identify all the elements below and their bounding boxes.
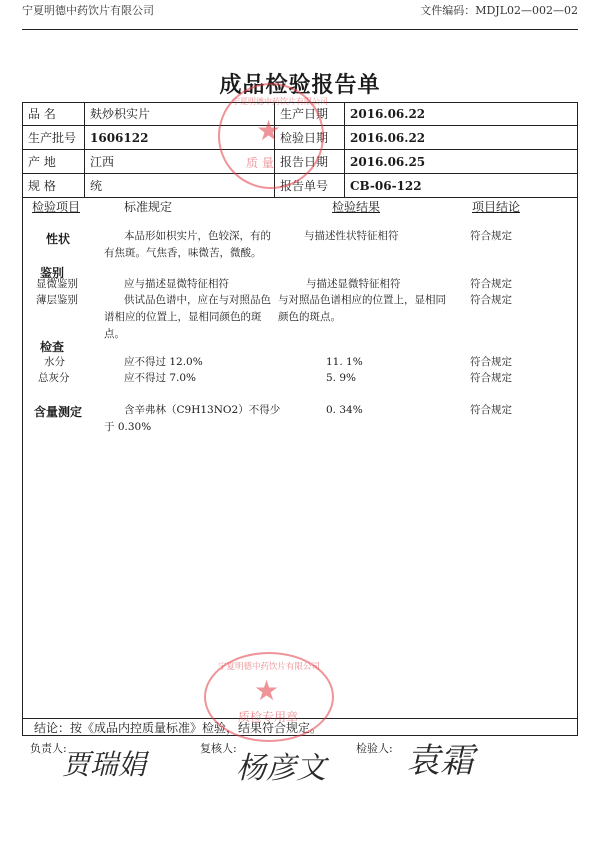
- quality-stamp-top-outer-text: 宁夏明德中药饮片有限公司: [232, 97, 328, 106]
- report-number-value: CB-06-122: [350, 179, 422, 193]
- manager-signature: 贾瑞娟: [62, 748, 147, 781]
- test-date-value: 2016.06.22: [350, 131, 426, 145]
- production-date-value: 2016.06.22: [350, 107, 426, 121]
- column-standard: 标准规定: [124, 200, 173, 214]
- product-name-label: 品 名: [28, 107, 56, 121]
- inspector-label: 检验人:: [356, 742, 393, 755]
- assay-conclusion: 符合规定: [470, 404, 512, 416]
- inspection-heading: 检查: [40, 340, 65, 354]
- ash-conclusion: 符合规定: [470, 372, 512, 384]
- company-name: 宁夏明德中药饮片有限公司: [22, 4, 154, 17]
- assay-heading: 含量测定: [34, 405, 83, 419]
- origin-value: 江西: [90, 155, 115, 169]
- batch-number-value: 1606122: [90, 131, 149, 145]
- spec-value: 统: [90, 179, 103, 193]
- column-result: 检验结果: [332, 200, 381, 214]
- tlc-id-standard-line3: 点。: [104, 328, 125, 340]
- conclusion-text: 结论：按《成品内控质量标准》检验，结果符合规定。: [34, 721, 323, 735]
- page-title: 成品检验报告单: [219, 72, 381, 98]
- header-divider: [22, 29, 578, 30]
- test-date-label: 检验日期: [280, 131, 329, 145]
- water-conclusion: 符合规定: [470, 356, 512, 368]
- column-item: 检验项目: [32, 200, 81, 214]
- reviewer-label: 复核人:: [200, 742, 237, 755]
- ash-result: 5. 9%: [326, 372, 357, 384]
- tlc-id-standard-line1: 供试品色谱中，应在与对照品色: [124, 294, 271, 306]
- assay-standard-line1: 含辛弗林（C9H13NO2）不得少: [124, 404, 281, 416]
- report-date-value: 2016.06.25: [350, 155, 426, 169]
- batch-number-label: 生产批号: [28, 131, 77, 145]
- character-conclusion: 符合规定: [470, 230, 512, 242]
- micro-id-standard: 应与描述显微特征相符: [124, 278, 229, 290]
- character-standard-line1: 本品形如枳实片，色较深，有的: [124, 230, 271, 242]
- ash-name: 总灰分: [38, 372, 70, 384]
- tlc-id-conclusion: 符合规定: [470, 294, 512, 306]
- quality-stamp-top-inner-text: 质 量: [246, 156, 274, 170]
- star-icon: ★: [256, 114, 282, 147]
- info-divider-3: [344, 102, 345, 198]
- manager-label: 负责人:: [30, 742, 67, 755]
- inspector-signature: 袁霜: [406, 741, 474, 781]
- report-date-label: 报告日期: [280, 155, 329, 169]
- qc-stamp-bottom-outer-text: 宁夏明德中药饮片有限公司: [217, 662, 320, 672]
- tlc-id-standard-line2: 谱相应的位置上，显相同颜色的斑: [104, 311, 262, 323]
- assay-standard-line2: 于 0.30%: [104, 421, 152, 433]
- star-icon: ★: [254, 674, 280, 707]
- origin-label: 产 地: [28, 155, 56, 169]
- tlc-id-result-line2: 颜色的斑点。: [278, 311, 341, 323]
- tlc-id-name: 薄层鉴别: [36, 294, 78, 306]
- column-conclusion: 项目结论: [472, 200, 521, 214]
- qc-stamp-bottom-inner-text: 质检专用章: [238, 710, 299, 724]
- tlc-id-result-line1: 与对照品色谱相应的位置上，显相同: [278, 294, 446, 306]
- character-result: 与描述性状特征相符: [304, 230, 399, 242]
- micro-id-conclusion: 符合规定: [470, 278, 512, 290]
- assay-result: 0. 34%: [326, 404, 363, 416]
- water-result: 11. 1%: [326, 356, 363, 368]
- spec-label: 规 格: [28, 179, 56, 193]
- ash-standard: 应不得过 7.0%: [124, 372, 197, 384]
- character-heading: 性状: [46, 232, 71, 246]
- document-number: 文件编码：MDJL02—002—02: [420, 4, 578, 17]
- micro-id-name: 显微鉴别: [36, 278, 78, 290]
- water-name: 水分: [44, 356, 65, 368]
- water-standard: 应不得过 12.0%: [124, 356, 203, 368]
- character-standard-line2: 有焦斑。气焦香，味微苦，微酸。: [104, 247, 262, 259]
- report-number-label: 报告单号: [280, 179, 329, 193]
- micro-id-result: 与描述显微特征相符: [306, 278, 401, 290]
- identification-heading: 鉴别: [40, 266, 65, 280]
- reviewer-signature: 杨彦文: [236, 751, 326, 786]
- product-name-value: 麸炒枳实片: [90, 107, 151, 121]
- production-date-label: 生产日期: [280, 107, 329, 121]
- info-divider-1: [84, 102, 85, 198]
